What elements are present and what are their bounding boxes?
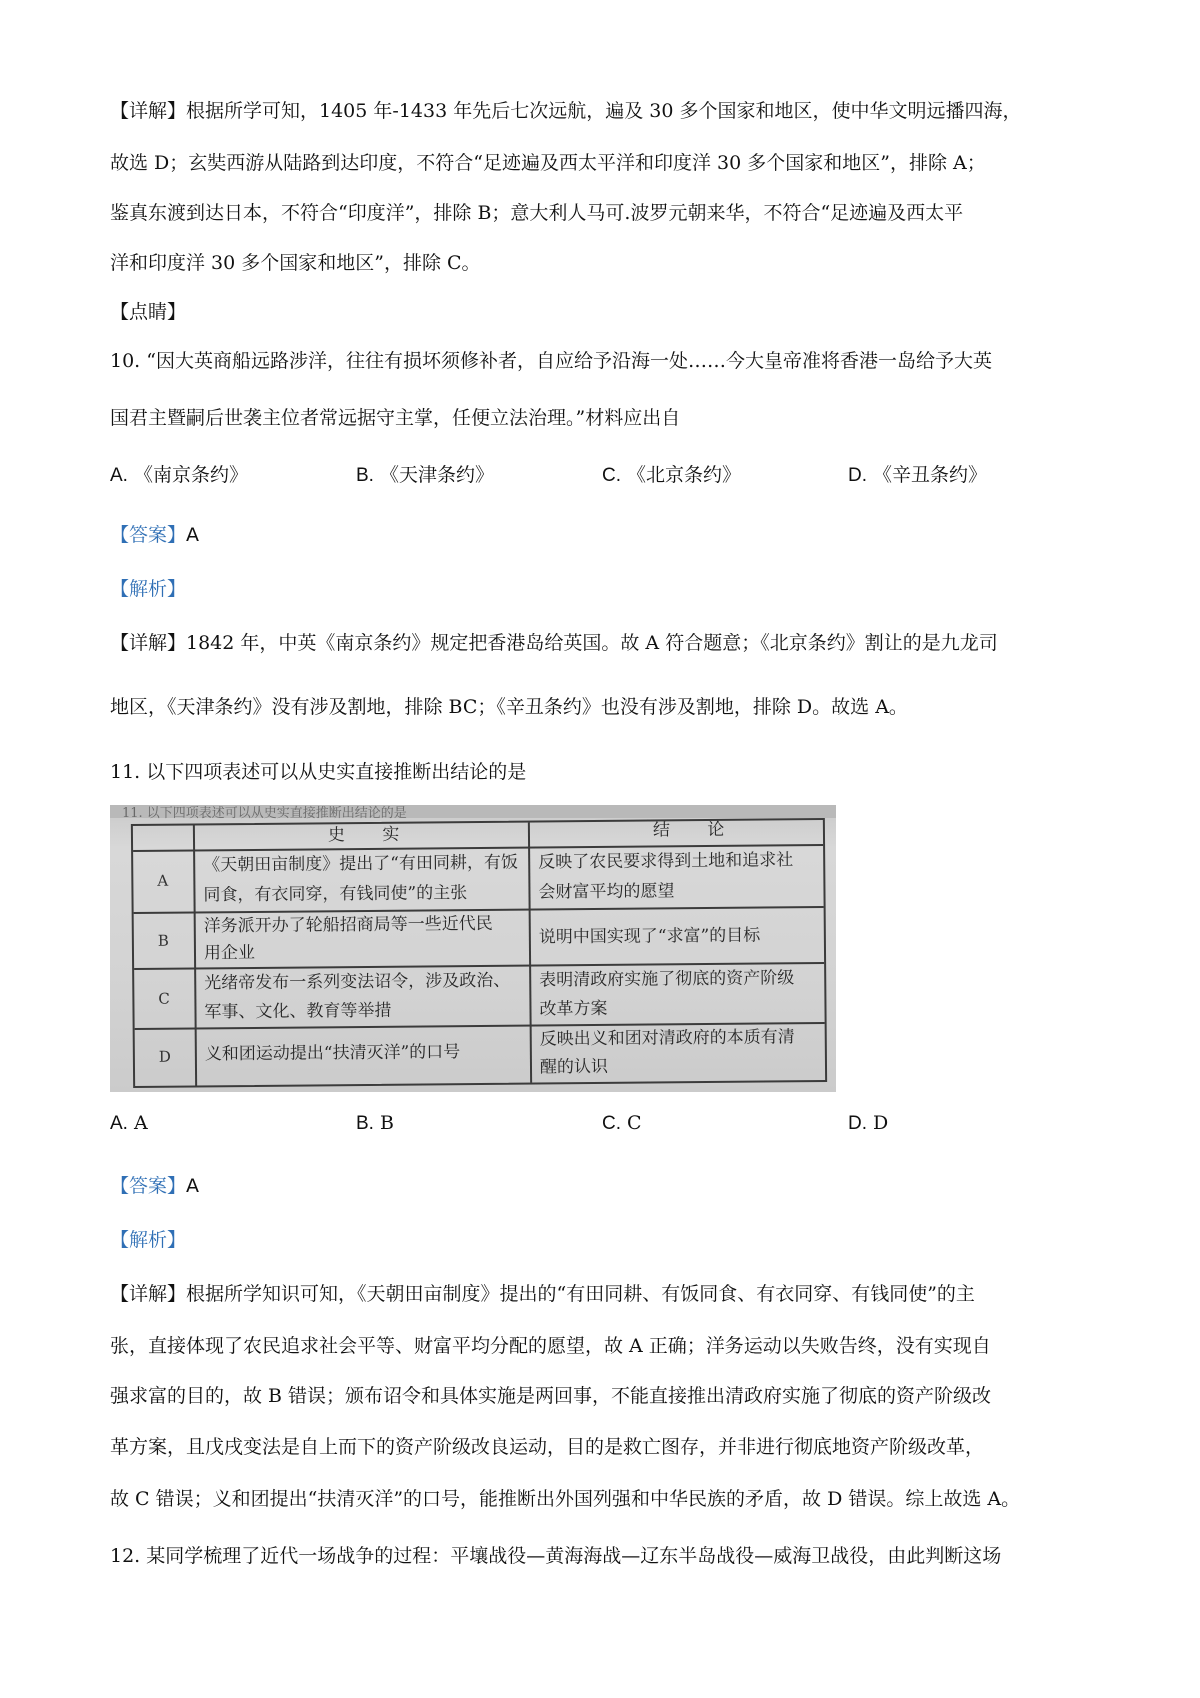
- q12-stem: 12. 某同学梳理了近代一场战争的过程：平壤战役—黄海海战—辽东半岛战役—威海卫战役，由此判断这场: [110, 1545, 1002, 1567]
- q9-detail-line-4: 洋和印度洋 30 多个国家和地区”，排除 C。: [110, 252, 481, 274]
- q11-option-b: [356, 1108, 394, 1139]
- answer-value: A: [186, 1175, 200, 1197]
- q9-detail-line-2: 故选 D；玄奘西游从陆路到达印度，不符合“足迹遍及西太平洋和印度洋 30 多个国家和地区”，排除 A；: [110, 152, 986, 174]
- option-letter: C.: [602, 465, 621, 486]
- answer-value: A: [186, 524, 200, 546]
- q11-option-d: [848, 1108, 888, 1139]
- q10-detail-line-1: 【详解】1842 年，中英《南京条约》规定把香港岛给英国。故 A 符合题意；《北京条约》割让的是九龙司: [110, 632, 998, 654]
- option-text: 《天津条约》: [380, 464, 495, 486]
- q11-option-a: [110, 1108, 148, 1139]
- q10-option-a: [110, 460, 248, 491]
- row-fact: 军事、文化、教育等举措: [204, 1000, 392, 1023]
- q11-detail-line-1: 【详解】根据所学知识可知，《天朝田亩制度》提出的“有田同耕、有饭同食、有衣同穿、有钱同使”的主: [110, 1283, 975, 1305]
- option-text: 《辛丑条约》: [873, 464, 988, 486]
- q11-stem: 11. 以下四项表述可以从史实直接推断出结论的是: [110, 761, 527, 783]
- q11-detail-line-4: 革方案，且戊戌变法是自上而下的资产阶级改良运动，目的是救亡图存，并非进行彻底地资产阶级改革，: [110, 1436, 985, 1458]
- row-conclusion: 会财富平均的愿望: [538, 881, 675, 903]
- row-conclusion: 醒的认识: [539, 1056, 609, 1078]
- option-letter: C.: [602, 1113, 621, 1134]
- q11-detail-line-3: 强求富的目的，故 B 错误；颁布诏令和具体实施是两回事，不能直接推出清政府实施了彻底的资产阶级改: [110, 1385, 992, 1407]
- q10-stem-line-2: 国君主暨嗣后世袭主位者常远据守主掌，任便立法治理。”材料应出自: [110, 407, 681, 429]
- answer-label: 【答案】: [110, 524, 187, 546]
- row-conclusion: 反映出义和团对清政府的本质有清: [539, 1027, 795, 1050]
- option-letter: D.: [848, 1113, 867, 1134]
- row-fact: 洋务派开办了轮船招商局等一些近代民: [203, 913, 493, 937]
- option-letter: A.: [110, 1113, 128, 1134]
- photo-cut-title: 11. 以下四项表述可以从史实直接推断出结论的是: [122, 806, 407, 821]
- option-letter: A.: [110, 465, 128, 486]
- option-letter: B.: [356, 1113, 374, 1134]
- q10-analysis-label: 【解析】: [110, 578, 187, 600]
- table-divider: [528, 823, 532, 1083]
- q10-detail-line-2: 地区，《天津条约》没有涉及割地，排除 BC；《辛丑条约》也没有涉及割地，排除 D。故选 A。: [110, 696, 908, 718]
- option-text: C: [627, 1112, 642, 1134]
- q10-option-d: [848, 460, 987, 491]
- option-letter: D.: [848, 465, 867, 486]
- option-letter: B.: [356, 465, 374, 486]
- row-fact: 用企业: [203, 942, 256, 964]
- history-table: [131, 818, 827, 1088]
- q9-detail-line-1: 【详解】根据所学可知，1405 年-1433 年先后七次远航，遍及 30 多个国家和地区，使中华文明远播四海，: [110, 100, 1022, 122]
- row-fact: 同食，有衣同穿，有钱同使”的主张: [203, 883, 468, 906]
- row-conclusion: 说明中国实现了“求富”的目标: [538, 925, 761, 948]
- q11-option-c: [602, 1108, 642, 1139]
- option-text: 《南京条约》: [134, 464, 249, 486]
- header-fact: 史 实: [327, 824, 416, 846]
- q11-analysis-label: 【解析】: [110, 1229, 187, 1251]
- row-conclusion: 改革方案: [539, 998, 608, 1020]
- row-fact: 义和团运动提出“扶清灭洋”的口号: [204, 1042, 461, 1065]
- q10-answer: [110, 520, 199, 550]
- option-text: A: [134, 1112, 148, 1134]
- row-letter: A: [157, 871, 169, 890]
- row-letter: B: [157, 931, 169, 950]
- q10-stem-line-1: 10. “因大英商船远路涉洋，往往有损坏须修补者，自应给予沿海一处……今大皇帝准将香港一岛给予大英: [110, 350, 992, 372]
- header-conclusion: 结 论: [652, 819, 741, 841]
- row-fact: 《天朝田亩制度》提出了“有田同耕，有饭: [203, 852, 519, 876]
- q11-answer: [110, 1171, 199, 1201]
- answer-label: 【答案】: [110, 1175, 187, 1197]
- row-conclusion: 反映了农民要求得到土地和追求社: [538, 850, 794, 873]
- q10-option-c: [602, 460, 741, 491]
- row-conclusion: 表明清政府实施了彻底的资产阶级: [539, 968, 795, 991]
- row-letter: D: [158, 1047, 172, 1066]
- q11-table-photo: [110, 805, 836, 1092]
- q11-detail-line-2: 张，直接体现了农民追求社会平等、财富平均分配的愿望，故 A 正确；洋务运动以失败告终，没有实现自: [110, 1335, 991, 1357]
- q9-dianjing-label: 【点睛】: [110, 301, 187, 323]
- q9-detail-line-3: 鉴真东渡到达日本，不符合“印度洋”，排除 B；意大利人马可.波罗元朝来华，不符合“足迹遍及西太平: [110, 202, 964, 224]
- option-text: D: [873, 1112, 889, 1134]
- q11-detail-line-5: 故 C 错误；义和团提出“扶清灭洋”的口号，能推断出外国列强和中华民族的矛盾，故 D 错误。综上故选 A。: [110, 1488, 1021, 1510]
- option-text: B: [380, 1112, 394, 1134]
- q10-option-b: [356, 460, 494, 491]
- row-letter: C: [158, 989, 170, 1008]
- table-divider: [193, 825, 197, 1085]
- option-text: 《北京条约》: [627, 464, 742, 486]
- row-fact: 光绪帝发布一系列变法诏令，涉及政治、: [204, 970, 511, 994]
